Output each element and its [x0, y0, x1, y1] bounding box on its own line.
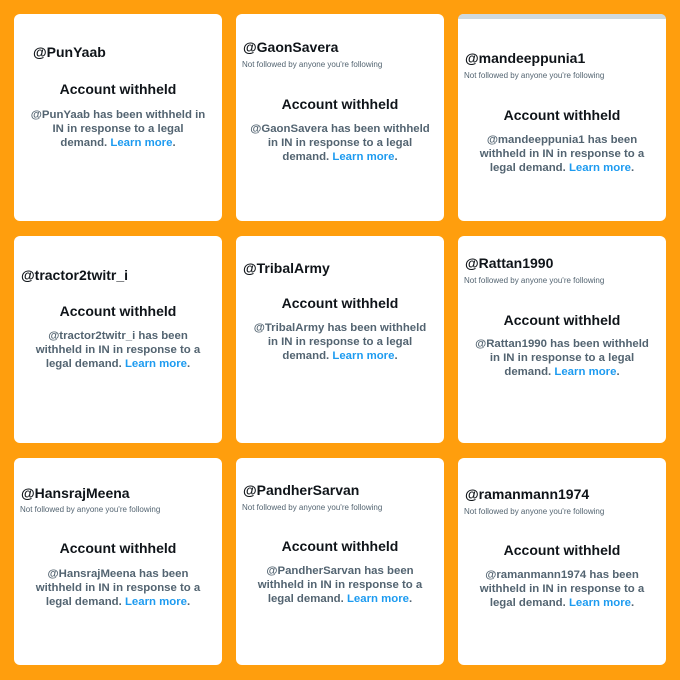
follow-status-note: Not followed by anyone you're following [20, 505, 161, 514]
withheld-card-rattan1990 [458, 236, 666, 443]
withheld-card-mandeeppunia1 [458, 14, 666, 221]
withheld-message [472, 337, 652, 379]
withheld-card-tribalarmy [236, 236, 444, 443]
withheld-title: Account withheld [281, 96, 399, 112]
account-handle[interactable]: @Rattan1990 [465, 255, 554, 271]
account-handle[interactable]: @mandeeppunia1 [465, 50, 586, 66]
withheld-message-text: @mandeeppunia1 has been withheld in IN in response to a legal demand. [479, 134, 645, 174]
withheld-message [250, 122, 430, 164]
account-handle[interactable]: @TribalArmy [243, 260, 330, 276]
withheld-card-panderhsarvan [236, 458, 444, 665]
message-period: . [172, 137, 176, 149]
withheld-title: Account withheld [503, 107, 621, 123]
withheld-card-ramanmann1974 [458, 458, 666, 665]
withheld-message [28, 329, 208, 371]
account-handle[interactable]: @HansrajMeena [21, 485, 130, 501]
account-handle[interactable]: @ramanmann1974 [465, 486, 590, 502]
withheld-card-tractor2twitr [14, 236, 222, 443]
message-period: . [616, 366, 620, 378]
learn-more-link[interactable]: Learn more [332, 350, 395, 362]
message-period: . [394, 151, 398, 163]
withheld-card-hansrajmeena [14, 458, 222, 665]
withheld-message [28, 567, 208, 609]
message-period: . [631, 162, 635, 174]
learn-more-link[interactable]: Learn more [124, 596, 187, 608]
follow-status-note: Not followed by anyone you're following [464, 71, 605, 80]
withheld-message-text: @HansrajMeena has been withheld in IN in response to a legal demand. [35, 568, 201, 608]
withheld-title: Account withheld [59, 81, 177, 97]
withheld-title: Account withheld [503, 542, 621, 558]
message-period: . [409, 593, 413, 605]
withheld-card-punyaab [14, 14, 222, 221]
message-period: . [394, 350, 398, 362]
learn-more-link[interactable]: Learn more [346, 593, 409, 605]
learn-more-link[interactable]: Learn more [110, 137, 173, 149]
account-handle[interactable]: @GaonSavera [243, 39, 339, 55]
follow-status-note: Not followed by anyone you're following [464, 276, 605, 285]
withheld-title: Account withheld [503, 312, 621, 328]
learn-more-link[interactable]: Learn more [332, 151, 395, 163]
withheld-message [250, 564, 430, 606]
account-handle[interactable]: @PandherSarvan [243, 482, 360, 498]
withheld-title: Account withheld [281, 538, 399, 554]
account-handle[interactable]: @tractor2twitr_i [21, 267, 129, 283]
learn-more-link[interactable]: Learn more [554, 366, 617, 378]
withheld-message [472, 133, 652, 175]
follow-status-note: Not followed by anyone you're following [242, 503, 383, 512]
account-handle[interactable]: @PunYaab [33, 44, 106, 60]
message-period: . [187, 596, 191, 608]
follow-status-note: Not followed by anyone you're following [242, 60, 383, 69]
withheld-message-text: @PandherSarvan has been withheld in IN in response to a legal demand. [257, 565, 423, 605]
withheld-message-text: @tractor2twitr_i has been withheld in IN in response to a legal demand. [35, 330, 201, 370]
withheld-message-text: @Rattan1990 has been withheld in IN in response to a legal demand. [475, 338, 649, 378]
withheld-title: Account withheld [281, 295, 399, 311]
withheld-message [250, 321, 430, 363]
follow-status-note: Not followed by anyone you're following [464, 507, 605, 516]
withheld-title: Account withheld [59, 540, 177, 556]
withheld-message [472, 568, 652, 610]
message-period: . [187, 358, 191, 370]
withheld-message-text: @ramanmann1974 has been withheld in IN in response to a legal demand. [479, 569, 645, 609]
learn-more-link[interactable]: Learn more [568, 597, 631, 609]
withheld-message [28, 108, 208, 150]
withheld-message-text: @GaonSavera has been withheld in IN in response to a legal demand. [250, 123, 430, 163]
learn-more-link[interactable]: Learn more [124, 358, 187, 370]
top-edge-bar [458, 14, 666, 19]
withheld-title: Account withheld [59, 303, 177, 319]
withheld-message-text: @PunYaab has been withheld in IN in response to a legal demand. [30, 109, 206, 149]
withheld-message-text: @TribalArmy has been withheld in IN in response to a legal demand. [253, 322, 427, 362]
message-period: . [631, 597, 635, 609]
withheld-card-gaonsavera [236, 14, 444, 221]
learn-more-link[interactable]: Learn more [568, 162, 631, 174]
